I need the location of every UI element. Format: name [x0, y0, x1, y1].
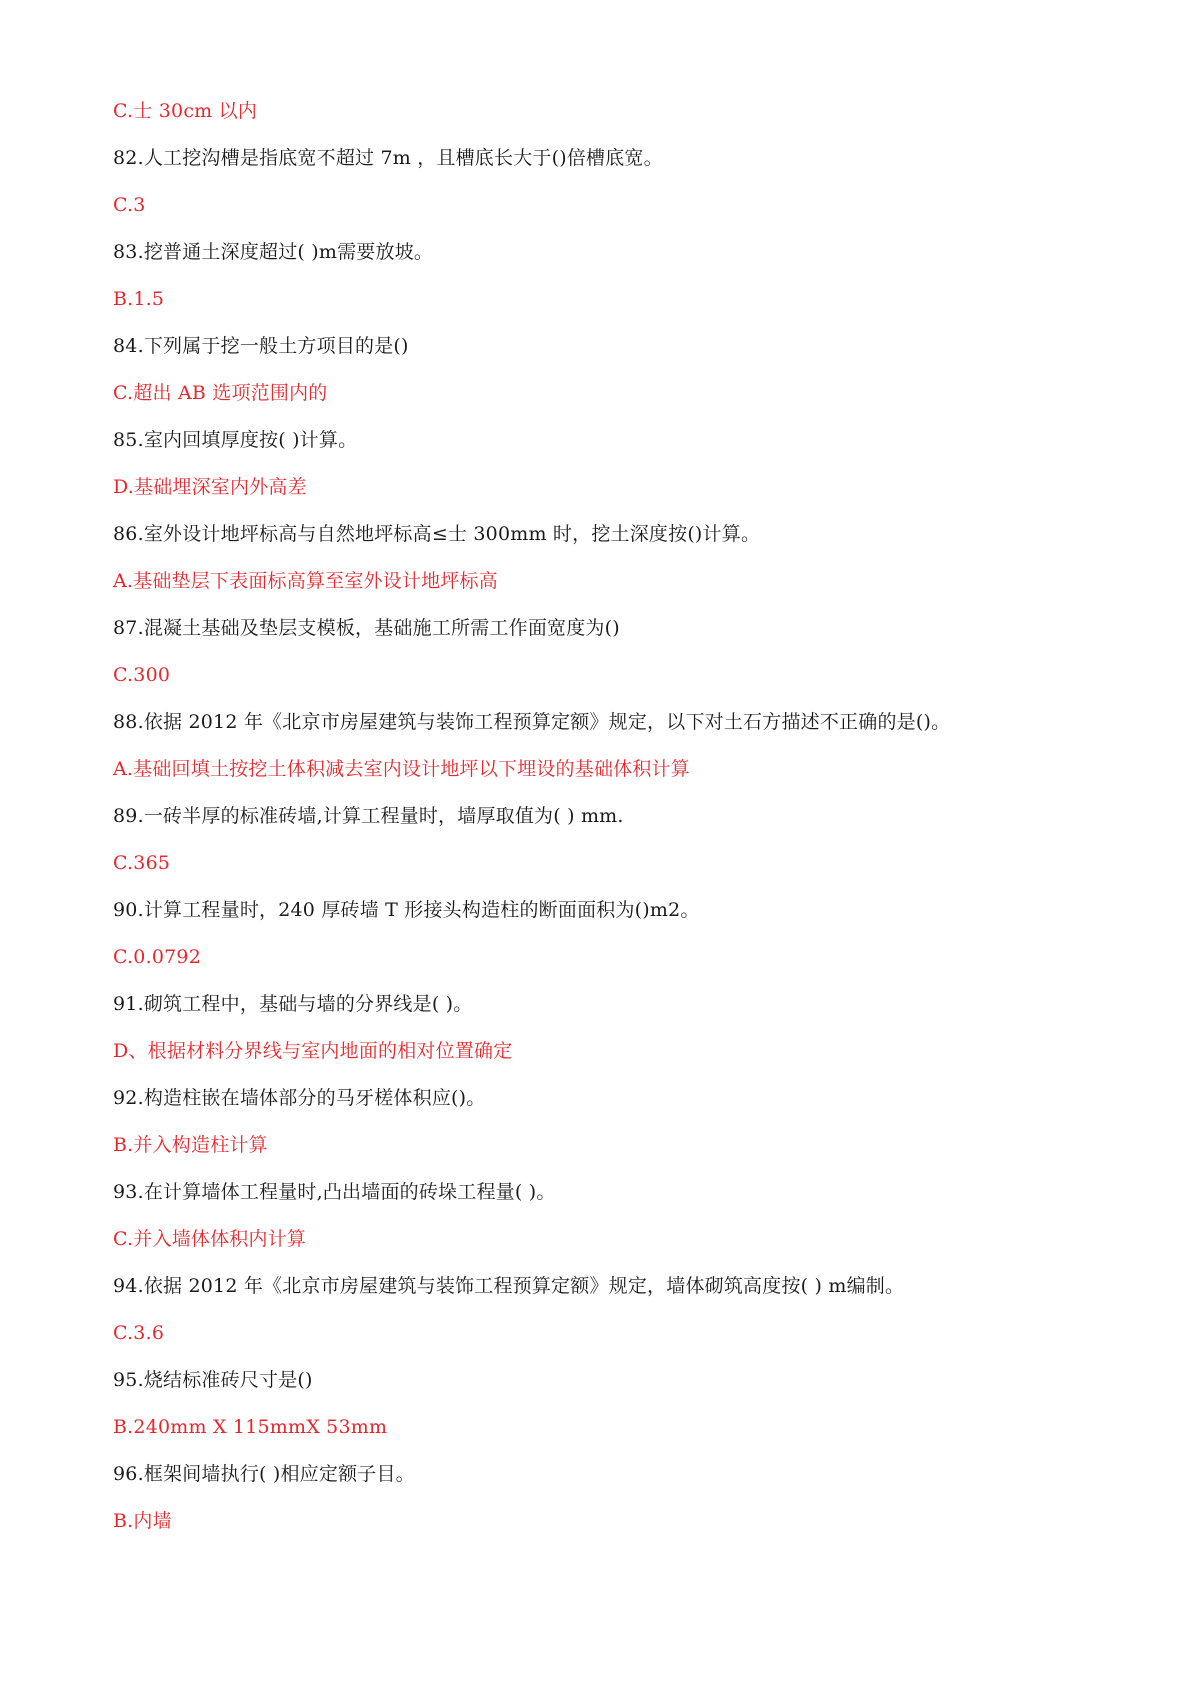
answer-83: B.1.5: [113, 288, 165, 310]
answer-95: B.240mm X 115mmX 53mm: [113, 1416, 388, 1438]
question-94: 94.依据 2012 年《北京市房屋建筑与装饰工程预算定额》规定，墙体砌筑高度按( ) m编制。: [113, 1275, 905, 1297]
question-88: 88.依据 2012 年《北京市房屋建筑与装饰工程预算定额》规定，以下对土石方描述不正确的是()。: [113, 711, 951, 733]
question-84: 84.下列属于挖一般土方项目的是(): [113, 335, 409, 357]
question-90: 90.计算工程量时，240 厚砖墙 T 形接头构造柱的断面面积为()m2。: [113, 899, 700, 921]
answer-82: C.3: [113, 194, 146, 216]
answer-87: C.300: [113, 664, 171, 686]
answer-93: C.并入墙体体积内计算: [113, 1228, 307, 1250]
question-83: 83.挖普通土深度超过( )m需要放坡。: [113, 241, 434, 263]
answer-81: C.士 30cm 以内: [113, 100, 258, 122]
answer-96: B.内墙: [113, 1510, 172, 1532]
answer-92: B.并入构造柱计算: [113, 1134, 268, 1156]
question-86: 86.室外设计地坪标高与自然地坪标高≤士 300mm 时，挖土深度按()计算。: [113, 523, 761, 545]
answer-94: C.3.6: [113, 1322, 165, 1344]
answer-89: C.365: [113, 852, 171, 874]
answer-88: A.基础回填土按挖土体积减去室内设计地坪以下埋设的基础体积计算: [113, 758, 690, 780]
answer-86: A.基础垫层下表面标高算至室外设计地坪标高: [113, 570, 498, 592]
question-96: 96.框架间墙执行( )相应定额子目。: [113, 1463, 415, 1485]
question-91: 91.砌筑工程中，基础与墙的分界线是( )。: [113, 993, 473, 1015]
question-answer-list: [113, 88, 1113, 1545]
question-93: 93.在计算墙体工程量时,凸出墙面的砖垛工程量( )。: [113, 1181, 556, 1203]
question-95: 95.烧结标准砖尺寸是(): [113, 1369, 313, 1391]
answer-90: C.0.0792: [113, 946, 201, 968]
question-87: 87.混凝土基础及垫层支模板，基础施工所需工作面宽度为(): [113, 617, 620, 639]
question-85: 85.室内回填厚度按( )计算。: [113, 429, 358, 451]
question-89: 89.一砖半厚的标准砖墙,计算工程量时，墙厚取值为( ) mm.: [113, 805, 624, 827]
answer-85: D.基础埋深室内外高差: [113, 476, 307, 498]
answer-91: D、根据材料分界线与室内地面的相对位置确定: [113, 1040, 513, 1062]
answer-84: C.超出 AB 选项范围内的: [113, 382, 328, 404]
question-82: 82.人工挖沟槽是指底宽不超过 7m ，且槽底长大于()倍槽底宽。: [113, 147, 663, 169]
question-92: 92.构造柱嵌在墙体部分的马牙槎体积应()。: [113, 1087, 486, 1109]
